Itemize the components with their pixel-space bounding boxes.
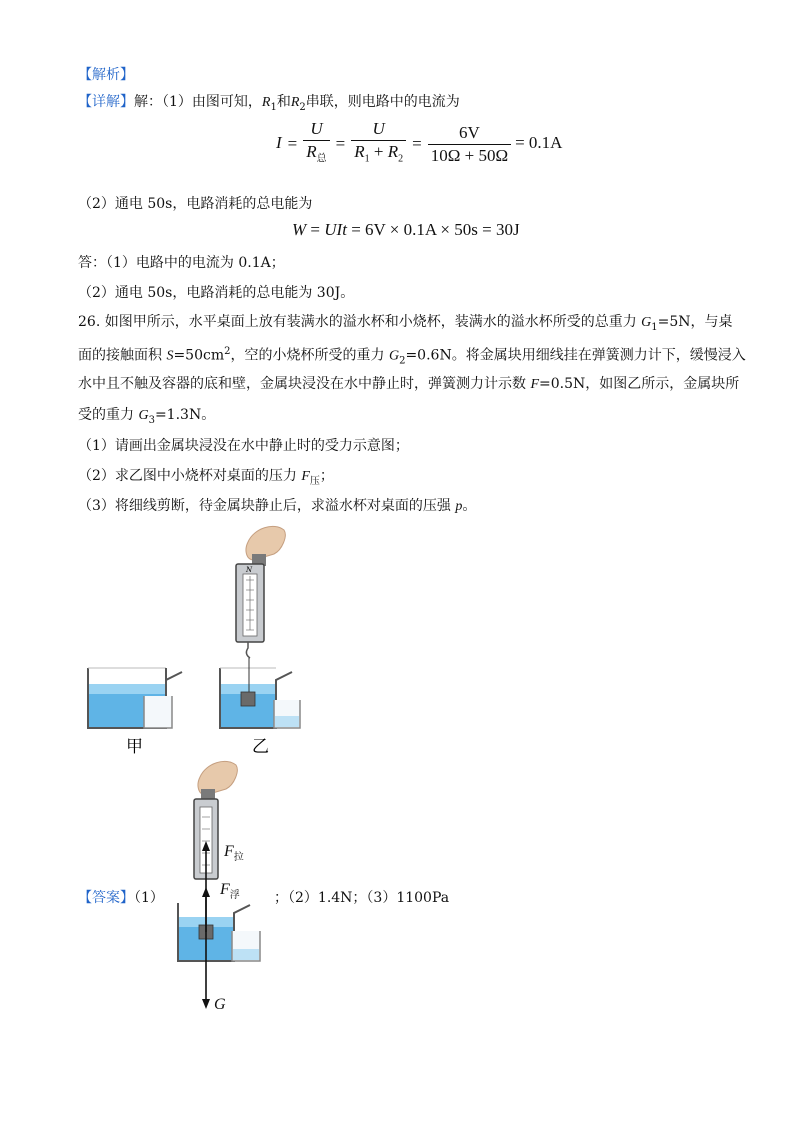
q26-line-1 — [78, 312, 733, 338]
q26-line-3 — [78, 374, 739, 395]
q26-sub2b: ； — [319, 468, 334, 484]
equation-current: I = $\frac{U}{R_总}$ = $\frac{U}{R_1 + R_2}$ = $\frac{6V}{10\Omega + 50\Omega}$ = 0.1A — [276, 118, 562, 170]
F-pull-sub: 拉 — [233, 852, 244, 864]
q26-l3b: =0.5N，如图乙所示，金属块所 — [539, 376, 740, 392]
eq2-W: W — [292, 220, 307, 239]
q26-sub3-p: p — [455, 499, 463, 514]
buoyancy-arrow-head — [202, 887, 210, 897]
gravity-arrow-head — [202, 999, 210, 1009]
q26-G3-sub: 3 — [148, 414, 155, 426]
answer-rest: ；（2）1.4N；（3）1100Pa — [274, 890, 450, 906]
r1-symbol: R — [261, 95, 271, 110]
part2-intro: （2）通电 50s，电路消耗的总电能为 — [78, 196, 313, 212]
q26-sub3b: 。 — [462, 498, 477, 514]
spring-scale-yi — [236, 564, 264, 658]
frac3-den: 10Ω + 50Ω — [430, 145, 509, 165]
small-beaker-yi — [274, 700, 300, 728]
detail-intro: 解：（1）由图可知， — [134, 94, 262, 110]
answer-line — [78, 888, 164, 908]
r1-sub: 1 — [270, 101, 277, 113]
frac3-num: 6V — [428, 122, 511, 145]
q26-l3a: 水中且不触及容器的底和壁，金属块浸没在水中静止时，弹簧测力计示数 — [78, 376, 531, 392]
eq2-rest: = 6V × 0.1A × 50s = 30J — [346, 220, 520, 239]
label-jia: 甲 — [126, 737, 143, 757]
answer-part1: （1） — [134, 890, 164, 906]
answer-tag: 【答案】 — [78, 890, 134, 906]
F-buoy: F — [220, 881, 230, 898]
label-G — [214, 994, 226, 1014]
frac2-plus: + — [373, 142, 384, 161]
frac2-r1: R — [354, 142, 365, 161]
r2-symbol: R — [290, 95, 300, 110]
hand-icon-yi — [246, 526, 285, 566]
analysis-tag: 【解析】 — [78, 67, 134, 83]
frac1-den-sub: 总 — [316, 153, 327, 165]
q26-G3: G — [138, 408, 149, 423]
frac-u-over-sum — [351, 118, 406, 170]
q26-l2a: 面的接触面积 — [78, 347, 167, 364]
q26-l4a: 受的重力 — [78, 407, 139, 423]
equation-energy — [292, 220, 520, 240]
q26-G2-sub: 2 — [399, 355, 406, 367]
metal-block-yi — [241, 692, 255, 706]
q26-l2d: =0.6N。将金属块用细线挂在弹簧测力计下，缓慢浸入 — [405, 347, 746, 364]
label-yi: 乙 — [252, 737, 269, 757]
q26-sub2a: （2）求乙图中小烧杯对桌面的压力 — [78, 468, 302, 484]
q26-sub1: （1）请画出金属块浸没在水中静止时的受力示意图； — [78, 438, 409, 454]
q26-sub2 — [78, 466, 334, 492]
label-F-buoy — [220, 879, 240, 901]
eq-I: I — [276, 133, 282, 153]
frac2-r2: R — [387, 142, 399, 161]
q26-l1a: 26. 如图甲所示，水平桌面上放有装满水的溢水杯和小烧杯，装满水的溢水杯所受的总重力 — [78, 314, 642, 330]
q26-G2: G — [388, 348, 400, 364]
detail-rest: 串联，则电路中的电流为 — [305, 94, 460, 110]
frac1-den: R — [306, 142, 317, 161]
detail-line — [78, 92, 460, 118]
q26-l1b: =5N，与桌 — [657, 314, 733, 330]
frac1-num: U — [303, 118, 329, 141]
q26-l2-sup: 2 — [224, 346, 231, 357]
eq2-eq: = — [306, 220, 325, 239]
q26-G1-sub: 1 — [651, 321, 658, 333]
q26-sub2-sub: 压 — [309, 475, 320, 487]
detail-tag: 【详解】 — [78, 94, 134, 110]
q26-l4b: =1.3N。 — [154, 407, 216, 423]
detail-and: 和 — [276, 94, 291, 110]
q26-sub3 — [78, 496, 476, 517]
small-beaker-answer — [232, 931, 260, 961]
hand-icon-answer — [198, 761, 237, 801]
figure-jia-yi — [78, 520, 338, 760]
label-F-pull — [224, 841, 244, 863]
r2-sub: 2 — [299, 101, 306, 113]
answer-line-2: （2）通电 50s，电路消耗的总电能为 30J。 — [78, 285, 355, 301]
frac2-num: U — [351, 118, 406, 141]
q26-l2c: ，空的小烧杯所受的重力 — [230, 347, 389, 364]
q26-S: S — [166, 348, 174, 364]
q26-F: F — [530, 377, 540, 392]
q26-l2b: =50cm — [173, 347, 225, 364]
F-buoy-sub: 浮 — [229, 890, 240, 902]
answer-line-1: 答：（1）电路中的电流为 0.1A； — [78, 255, 285, 271]
eq2-UIt: UIt — [324, 220, 347, 239]
frac2-r2-sub: 2 — [398, 153, 404, 165]
q26-line-2 — [78, 342, 746, 371]
F-pull: F — [224, 843, 234, 860]
q26-sub2-F: F — [301, 469, 310, 484]
eq1-result: = 0.1A — [515, 133, 563, 153]
q26-line-4 — [78, 405, 215, 431]
G-symbol: G — [214, 996, 226, 1013]
frac-numeric — [428, 122, 511, 167]
q26-G1: G — [641, 315, 652, 330]
frac-u-over-rtotal — [303, 118, 329, 170]
frac2-r1-sub: 1 — [364, 153, 370, 165]
scale-unit-yi: N — [246, 566, 253, 574]
small-beaker-jia — [144, 696, 172, 728]
q26-sub3a: （3）将细线剪断，待金属块静止后，求溢水杯对桌面的压强 — [78, 498, 456, 514]
